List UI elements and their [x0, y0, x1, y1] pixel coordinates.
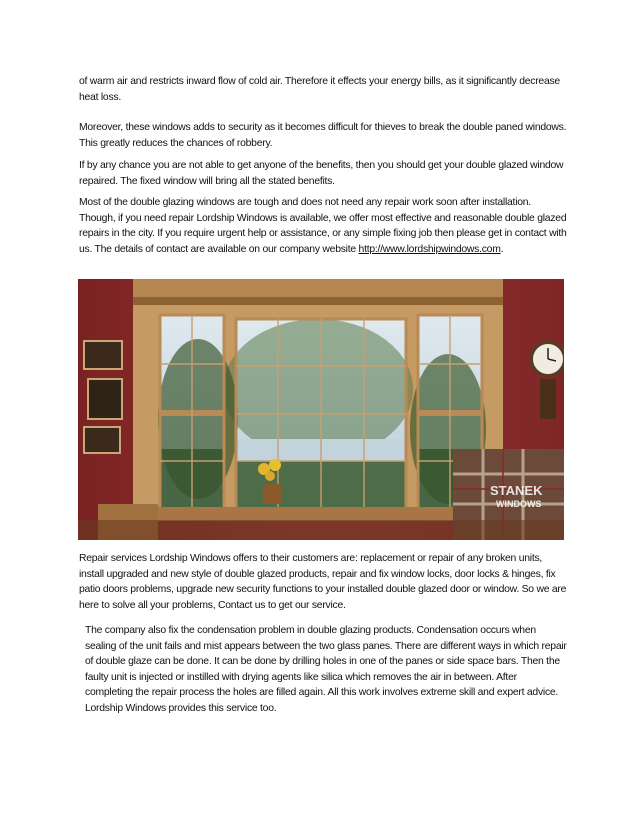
paragraph-condensation: The company also fix the condensation problem in double glazing products. Condensation occurs when sealing of the unit fails and mist appears between the two glass panes. There are different ways in which repair of double glaze can be done. It can be done by drilling holes in one of the panes or side space bars. Then the faulty unit is injected or instilled with drying agents like silica which removes the air in between. After completing the repair process the holes are filled again. All this work involves extreme skill and expert advice. Lordship Windows provides this service too.: [85, 625, 567, 714]
paragraph-benefits: If by any chance you are not able to get anyone of the benefits, then you should get your double glazed window repaired. The fixed window will bring all the stated benefits.: [79, 160, 564, 187]
logo-text-2: WINDOWS: [496, 499, 542, 509]
paragraph-repair-end: .: [500, 243, 504, 255]
paragraph-repair-text: Most of the double glazing windows are tough and does not need any repair work soon after installation. Though, if you need repair Lordship Windows is available, we offer most effective and reasonable double glazed repairs in the city. If you require urgent help or assistance, or any simple fixing job then please get in contact with us. The details of contact are available on our company website: [79, 197, 567, 255]
logo-text-1: STANEK: [490, 483, 543, 498]
paragraph-repair-intro: [79, 195, 567, 257]
bay-window-photo: [78, 279, 564, 540]
paragraph-security: Moreover, these windows adds to security as it becomes difficult for thieves to break the double paned windows. This greatly reduces the chances of robbery.: [79, 122, 567, 149]
paragraph-energy: of warm air and restricts inward flow of cold air. Therefore it effects your energy bills, as it significantly decrease heat loss.: [79, 76, 560, 103]
paragraph-services: Repair services Lordship Windows offers to their customers are: replacement or repair of any broken units, install upgraded and new style of double glazed products, repair and fix window locks, door locks & hinges, fix patio doors problems, upgrade new security functions to your installed double glazed door or window. So we are here to solve all your problems, Contact us to get our service.: [79, 553, 567, 611]
company-website-link[interactable]: http://www.lordshipwindows.com: [358, 243, 501, 255]
